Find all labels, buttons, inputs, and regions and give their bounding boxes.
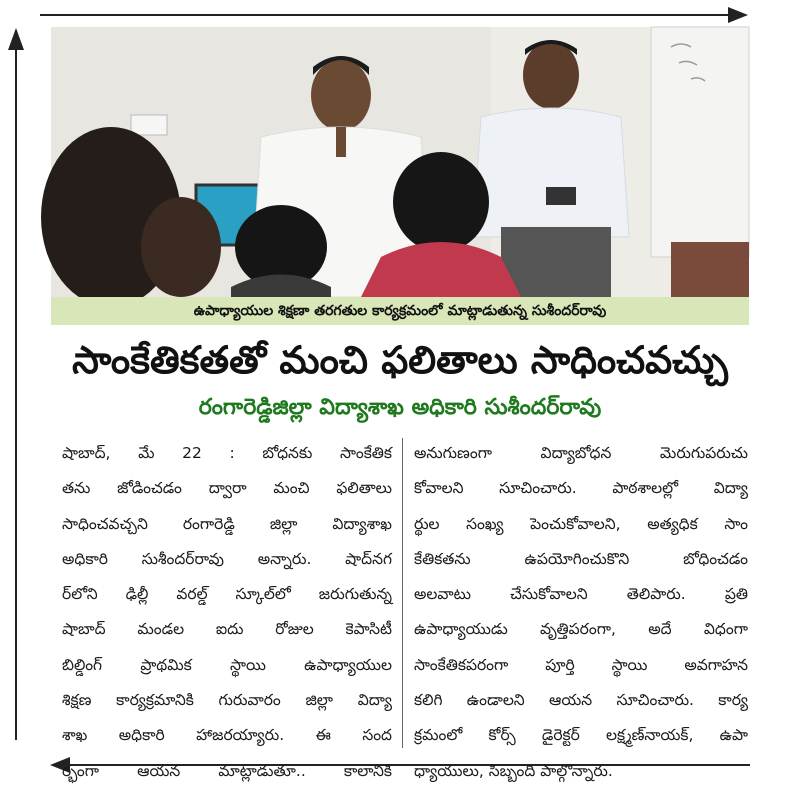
photo-caption: ఉపాధ్యాయుల శిక్షణా తరగతుల కార్యక్రమంలో మాట్లాడుతున్న సుశీందర్‌రావు bbox=[51, 297, 749, 325]
article-line: ర్థుల సంఖ్య పెంచుకోవాలని, అత్యధిక సాం bbox=[414, 514, 748, 533]
arrow-right-icon bbox=[728, 7, 748, 23]
article-line: శిక్షణ కార్యక్రమానికి గురువారం జిల్లా విద్యా bbox=[62, 691, 392, 710]
article-line: శాఖ అధికారి హాజరయ్యారు. ఈ సంద bbox=[62, 726, 392, 745]
article-line: క్రమంలో కోర్స్ డైరెక్టర్ లక్ష్మణ్‌నాయక్, ఉపా bbox=[414, 726, 748, 745]
left-border-line bbox=[15, 30, 17, 740]
article-line: షాబాద్ మండల ఐదు రోజుల కెపాసిటీ bbox=[62, 620, 392, 639]
article-line: షాబాద్, మే 22 : బోధనకు సాంకేతిక bbox=[62, 444, 392, 462]
article-line: అనుగుణంగా విద్యాబోధన మెరుగుపరుచు bbox=[414, 444, 748, 462]
article-line: అధికారి సుశీందర్‌రావు అన్నారు. షాద్‌నగ bbox=[62, 549, 392, 568]
headline: సాంకేతికతతో మంచి ఫలితాలు సాధించవచ్చు bbox=[72, 338, 728, 382]
article-line: సాంకేతికపరంగా పూర్తి స్థాయి అవగాహన bbox=[414, 655, 748, 674]
top-border-line bbox=[40, 14, 736, 16]
article-line: సాధించవచ్చని రంగారెడ్డి జిల్లా విద్యాశాఖ bbox=[62, 514, 392, 533]
article-line: ర్భంగా ఆయన మాట్లాడుతూ.. కాలానికి bbox=[62, 761, 392, 780]
article-line: అలవాటు చేసుకోవాలని తెలిపారు. ప్రతి bbox=[414, 585, 748, 604]
article-line: ఉపాధ్యాయుడు వృత్తిపరంగా, అదే విధంగా bbox=[414, 620, 748, 639]
article-line: బిల్డింగ్ ప్రాథమిక స్థాయి ఉపాధ్యాయుల bbox=[62, 655, 392, 674]
article-line: కోవాలని సూచించారు. పాఠశాలల్లో విద్యా bbox=[414, 479, 748, 498]
article-line: కలిగి ఉండాలని ఆయన సూచించారు. కార్య bbox=[414, 691, 748, 710]
article-line: ర్‌లోని ఢిల్లీ వరల్డ్ స్కూల్‌లో జరుగుతున్న bbox=[62, 585, 392, 604]
article-line: తను జోడించడం ద్వారా మంచి ఫలితాలు bbox=[62, 479, 392, 498]
arrow-up-icon bbox=[8, 28, 24, 50]
article-line: ధ్యాయులు, సిబ్బంది పాల్గొన్నారు. bbox=[414, 761, 613, 780]
subheadline: రంగారెడ్డిజిల్లా విద్యాశాఖ అధికారి సుశీందర్‌రావు bbox=[198, 395, 602, 420]
article-column-left bbox=[62, 436, 392, 780]
news-photo bbox=[51, 27, 749, 297]
column-divider bbox=[402, 438, 403, 748]
article-line: కేతికతను ఉపయోగించుకొని బోధించడం bbox=[414, 549, 748, 568]
article-column-right bbox=[414, 436, 748, 780]
photo-icon bbox=[51, 27, 749, 297]
